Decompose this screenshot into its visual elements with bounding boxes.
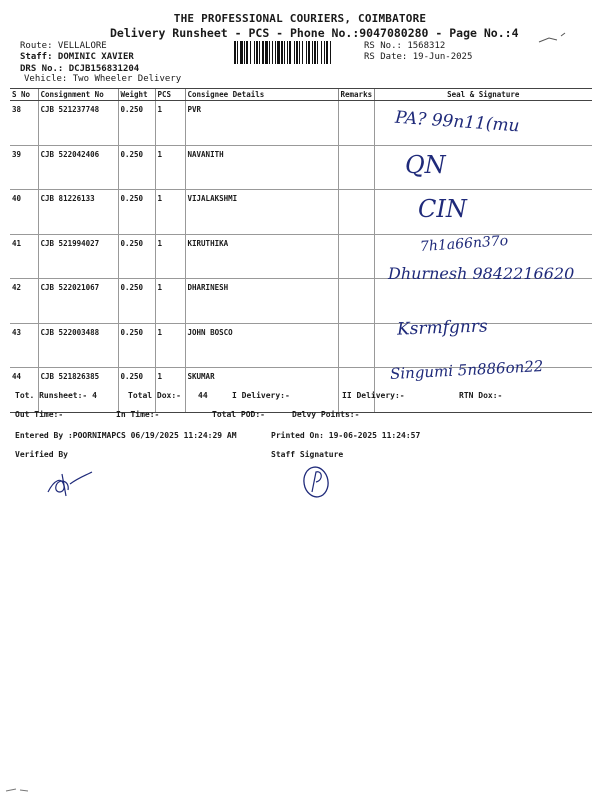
rs-number: RS No.: 1568312 (364, 41, 446, 51)
table-row (10, 145, 592, 190)
cell-consignee: NAVANITH (185, 145, 338, 190)
handwritten-signature: QN (405, 151, 446, 179)
cell-sno: 40 (10, 190, 38, 235)
cell-sno: 41 (10, 234, 38, 279)
table-row (10, 279, 592, 324)
handwritten-signature: Dhurnesh 9842216620 (388, 264, 575, 283)
printed-on: Printed On: 19-06-2025 11:24:57 (271, 431, 421, 440)
cell-consignment: CJB 522021067 (38, 279, 118, 324)
cell-pcs: 1 (155, 190, 185, 235)
cell-remarks (338, 234, 374, 279)
table-header-row (10, 89, 592, 101)
out-time: Out Time:- (15, 410, 64, 419)
cell-remarks (338, 145, 374, 190)
cell-consignment: CJB 521994027 (38, 234, 118, 279)
cell-consignee: PVR (185, 101, 338, 146)
cell-weight: 0.250 (118, 368, 155, 413)
entered-by: Entered By :POORNIMAPCS 06/19/2025 11:24:29 AM (15, 431, 237, 440)
ii-delivery: II Delivery:- (342, 391, 405, 400)
cell-consignment: CJB 521826385 (38, 368, 118, 413)
cell-sno: 43 (10, 323, 38, 368)
cell-consignment: CJB 522042406 (38, 145, 118, 190)
cell-consignee: SKUMAR (185, 368, 338, 413)
cell-remarks (338, 323, 374, 368)
cell-sno: 42 (10, 279, 38, 324)
verified-by-label: Verified By (15, 450, 68, 459)
verifier-signature-icon (40, 466, 100, 502)
cell-remarks (338, 101, 374, 146)
staff-label: Staff: DOMINIC XAVIER (20, 52, 134, 62)
pen-mark-icon (535, 30, 575, 48)
col-header-sno: S No (10, 89, 38, 101)
col-header-seal: Seal & Signature (374, 89, 592, 101)
cell-weight: 0.250 (118, 279, 155, 324)
total-dox-label: Total Dox:- (128, 391, 181, 400)
staff-signature-icon (298, 462, 338, 502)
route-label: Route: VELLALORE (20, 41, 107, 51)
total-dox-value: 44 (198, 391, 208, 400)
cell-pcs: 1 (155, 368, 185, 413)
col-header-consignment: Consignment No (38, 89, 118, 101)
delvy-points: Delvy Points:- (292, 410, 360, 419)
table-row (10, 190, 592, 235)
cell-pcs: 1 (155, 145, 185, 190)
cell-weight: 0.250 (118, 234, 155, 279)
cell-pcs: 1 (155, 101, 185, 146)
handwritten-signature: Ksrmfgnrs (396, 316, 488, 340)
col-header-pcs: PCS (155, 89, 185, 101)
cell-seal-signature (374, 190, 592, 235)
cell-pcs: 1 (155, 279, 185, 324)
cell-consignee: JOHN BOSCO (185, 323, 338, 368)
col-header-remarks: Remarks (338, 89, 374, 101)
cell-consignment: CJB 522003488 (38, 323, 118, 368)
cell-consignee: VIJALAKSHMI (185, 190, 338, 235)
cell-pcs: 1 (155, 234, 185, 279)
cell-consignee: DHARINESH (185, 279, 338, 324)
cell-consignment: CJB 81226133 (38, 190, 118, 235)
cell-sno: 38 (10, 101, 38, 146)
runsheet-subtitle: Delivery Runsheet - PCS - Phone No.:9047080280 - Page No.:4 (110, 26, 519, 40)
tot-runsheet: Tot. Runsheet:- 4 (15, 391, 97, 400)
rs-date: RS Date: 19-Jun-2025 (364, 52, 473, 62)
col-header-weight: Weight (118, 89, 155, 101)
cell-consignee: KIRUTHIKA (185, 234, 338, 279)
handwritten-signature: PA? 99n11(mu (394, 107, 521, 137)
cell-weight: 0.250 (118, 190, 155, 235)
cell-pcs: 1 (155, 323, 185, 368)
in-time: In Time:- (116, 410, 160, 419)
drs-number: DRS No.: DCJB156831204 (20, 64, 140, 74)
rtn-dox: RTN Dox:- (459, 391, 503, 400)
handwritten-signature: 7h1a66n37o (419, 232, 509, 256)
corner-mark-icon (4, 785, 34, 795)
handwritten-signature: CIN (418, 195, 467, 223)
cell-sno: 39 (10, 145, 38, 190)
cell-weight: 0.250 (118, 323, 155, 368)
vehicle-label: Vehicle: Two Wheeler Delivery (24, 74, 182, 84)
cell-weight: 0.250 (118, 145, 155, 190)
handwritten-signature: Singumi 5n886on22 (389, 356, 544, 384)
cell-remarks (338, 190, 374, 235)
cell-remarks (338, 368, 374, 413)
col-header-consignee: Consignee Details (185, 89, 338, 101)
cell-consignment: CJB 521237748 (38, 101, 118, 146)
company-title: THE PROFESSIONAL COURIERS, COIMBATORE (173, 12, 427, 25)
cell-remarks (338, 279, 374, 324)
i-delivery: I Delivery:- (232, 391, 290, 400)
cell-sno: 44 (10, 368, 38, 413)
staff-signature-label: Staff Signature (271, 450, 344, 459)
cell-weight: 0.250 (118, 101, 155, 146)
total-pod: Total POD:- (212, 410, 265, 419)
barcode-image (234, 41, 352, 64)
